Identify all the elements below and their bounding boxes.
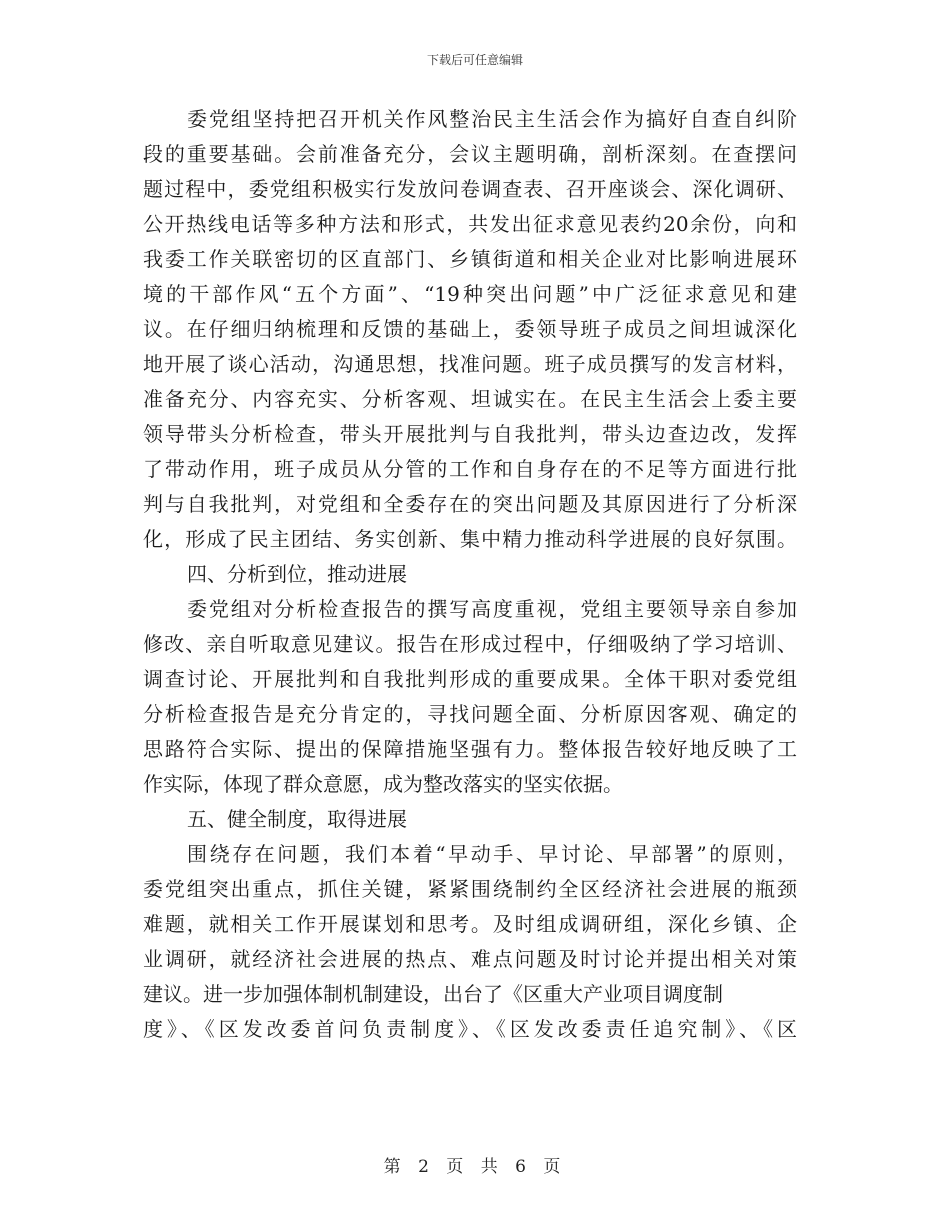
page-footer: 第 2 页 共 6 页 bbox=[383, 1157, 567, 1177]
text-line: 判与自我批判，对党组和全委存在的突出问题及其原因进行了分析深 bbox=[143, 492, 797, 516]
text-line: 分析检查报告是充分肯定的，寻找问题全面、分析原因客观、确定的 bbox=[143, 702, 797, 726]
text-line: 段的重要基础。会前准备充分，会议主题明确，剖析深刻。在查摆问 bbox=[143, 142, 797, 166]
text-line: 委党组坚持把召开机关作风整治民主生活会作为搞好自查自纠阶 bbox=[187, 107, 797, 131]
text-line: 调查讨论、开展批判和自我批判形成的重要成果。全体干职对委党组 bbox=[143, 667, 797, 691]
text-line: 委党组对分析检查报告的撰写高度重视，党组主要领导亲自参加 bbox=[187, 597, 797, 621]
text-line: 公开热线电话等多种方法和形式，共发出征求意见表约20余份，向和 bbox=[143, 212, 797, 236]
text-line: 思路符合实际、提出的保障措施坚强有力。整体报告较好地反映了工 bbox=[143, 737, 797, 761]
text-line: 题过程中，委党组积极实行发放问卷调查表、召开座谈会、深化调研、 bbox=[143, 177, 797, 201]
text-line: 作实际，体现了群众意愿，成为整改落实的坚实依据。 bbox=[143, 772, 623, 796]
document-body bbox=[143, 102, 797, 1047]
text-line: 境的干部作风“五个方面”、“19种突出问题”中广泛征求意见和建 bbox=[143, 282, 797, 306]
text-line: 委党组突出重点，抓住关键，紧紧围绕制约全区经济社会进展的瓶颈 bbox=[143, 877, 797, 901]
text-line: 修改、亲自听取意见建议。报告在形成过程中，仔细吸纳了学习培训、 bbox=[143, 632, 797, 656]
text-line: 领导带头分析检查，带头开展批判与自我批判，带头边查边改，发挥 bbox=[143, 422, 797, 446]
text-line: 度》、《区发改委首问负责制度》、《区发改委责任追究制》、《区 bbox=[143, 1017, 797, 1041]
text-line: 难题，就相关工作开展谋划和思考。及时组成调研组，深化乡镇、企 bbox=[143, 912, 797, 936]
text-line: 地开展了谈心活动，沟通思想，找准问题。班子成员撰写的发言材料， bbox=[143, 352, 797, 376]
text-line: 围绕存在问题，我们本着“早动手、早讨论、早部署”的原则， bbox=[187, 842, 797, 866]
text-line: 化，形成了民主团结、务实创新、集中精力推动科学进展的良好氛围。 bbox=[143, 527, 797, 551]
text-line: 准备充分、内容充实、分析客观、坦诚实在。在民主生活会上委主要 bbox=[143, 387, 797, 411]
text-line: 五、健全制度，取得进展 bbox=[187, 807, 407, 831]
text-line: 四、分析到位，推动进展 bbox=[187, 562, 407, 586]
text-line: 我委工作关联密切的区直部门、乡镇街道和相关企业对比影响进展环 bbox=[143, 247, 797, 271]
text-line: 建议。进一步加强体制机制建设，出台了《区重大产业项目调度制 bbox=[143, 982, 723, 1006]
text-line: 了带动作用，班子成员从分管的工作和自身存在的不足等方面进行批 bbox=[143, 457, 797, 481]
text-line: 业调研，就经济社会进展的热点、难点问题及时讨论并提出相关对策 bbox=[143, 947, 797, 971]
page-header: 下载后可任意编辑 bbox=[426, 53, 523, 67]
text-line: 议。在仔细归纳梳理和反馈的基础上，委领导班子成员之间坦诚深化 bbox=[143, 317, 797, 341]
